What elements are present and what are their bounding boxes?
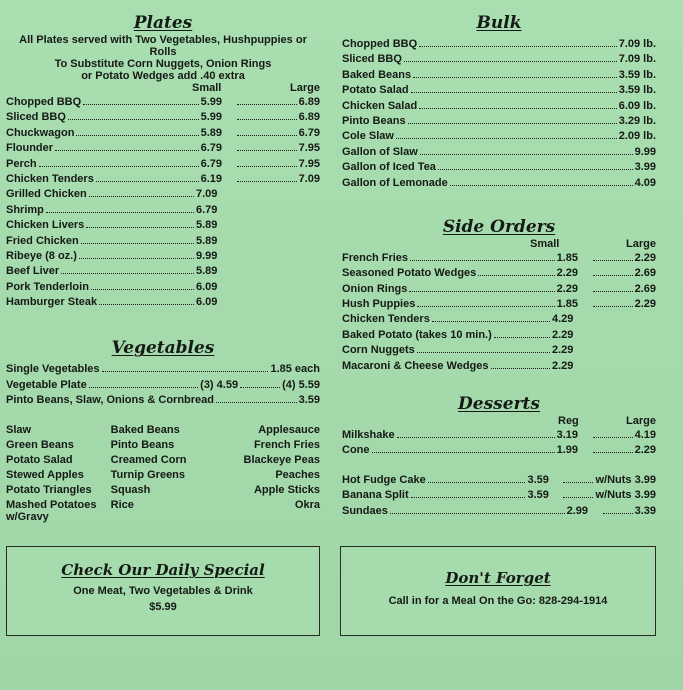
bulk-row-price: 3.29 lb. (618, 114, 656, 127)
plate-row (6, 158, 320, 173)
dot-leader (450, 177, 633, 186)
plate-row-large: 7.95 (298, 157, 320, 170)
bulk-row-name: Sliced BBQ (342, 53, 402, 66)
plate-row (6, 173, 320, 188)
left-column (6, 0, 320, 523)
plate-row-small: 5.99 (200, 96, 222, 108)
dessert-row-name: Cone (342, 444, 370, 457)
dot-leader (410, 252, 555, 261)
dot-leader (432, 313, 550, 322)
vegetable-item: Baked Beans (110, 423, 180, 436)
dot-leader (563, 489, 593, 498)
plates-small-header: Small (192, 82, 222, 94)
bulk-row-name: Baked Beans (342, 68, 412, 81)
dot-leader (491, 360, 550, 369)
plate-row-small: 6.09 (196, 280, 218, 293)
veg-plate-price-4: (4) 5.59 (282, 378, 320, 391)
vegetable-item: Peaches (275, 468, 320, 481)
dot-leader (216, 394, 297, 403)
dot-leader (79, 250, 194, 259)
dot-leader (237, 142, 297, 151)
dot-leader (237, 127, 297, 136)
dot-leader (413, 69, 617, 78)
dessert-row-reg: 3.19 (556, 429, 578, 442)
plate-row (6, 127, 320, 142)
plate-row-name: Chicken Tenders (6, 172, 94, 185)
dot-leader (61, 265, 194, 274)
plate-row (6, 265, 320, 280)
plate-row (6, 96, 320, 111)
side-orders-title: Side Orders (442, 216, 556, 237)
plate-row-name: Ribeye (8 oz.) (6, 249, 77, 262)
bulk-row (342, 146, 656, 161)
dot-leader (237, 111, 297, 120)
bulk-row (342, 177, 656, 192)
desserts-col-header (342, 415, 656, 429)
plate-row-name: Hamburger Steak (6, 296, 98, 309)
dessert-row (342, 429, 656, 444)
bulk-row-price: 4.09 (634, 176, 656, 189)
side-row-large: 2.69 (634, 267, 656, 280)
bulk-row-price: 7.09 lb. (618, 38, 656, 50)
sides-col-header (342, 238, 656, 252)
bulk-row-price: 3.99 (634, 161, 656, 174)
dessert-row (342, 489, 656, 504)
plate-row-name: Sliced BBQ (6, 111, 66, 124)
bulk-row-name: Pinto Beans (342, 114, 406, 127)
dot-leader (81, 235, 194, 244)
plate-row (6, 235, 320, 250)
dot-leader (237, 158, 297, 167)
sides-large-header: Large (626, 237, 656, 250)
dot-leader (397, 429, 555, 438)
dot-leader (91, 281, 194, 290)
side-row (342, 252, 656, 267)
vegetable-list (6, 424, 320, 523)
plate-row-small: 6.79 (200, 142, 222, 155)
single-veg-price: 1.85 each (270, 363, 320, 376)
dessert-row-reg: 2.99 (566, 504, 588, 517)
dessert-row-large: 3.39 (634, 504, 656, 517)
plates-col-header (6, 82, 320, 96)
plates-title: Plates (133, 13, 193, 33)
side-row-small: 4.29 (552, 313, 574, 326)
plate-row-small: 6.19 (200, 172, 222, 185)
daily-special-line: One Meat, Two Vegetables & Drink (73, 585, 253, 597)
pinto-combo-price: 3.59 (298, 394, 320, 407)
vegetable-item: Mashed Potatoes w/Gravy (6, 498, 97, 523)
dot-leader (55, 142, 199, 151)
bulk-row (342, 115, 656, 130)
dot-leader (76, 127, 198, 136)
plate-row-large: 7.09 (298, 172, 320, 185)
right-column (342, 0, 656, 520)
dot-leader (237, 173, 297, 182)
side-row (342, 298, 656, 313)
bulk-row-price: 3.59 lb. (618, 84, 656, 97)
side-row-name: Chicken Tenders (342, 313, 430, 326)
bulk-row-price: 7.09 lb. (618, 53, 656, 66)
plates-list (6, 96, 320, 311)
plate-row-large: 7.95 (298, 142, 320, 155)
side-row-small: 2.29 (552, 328, 574, 341)
desserts-large-header: Large (626, 415, 656, 428)
plate-row-small: 5.89 (200, 126, 222, 139)
vegetable-item: Blackeye Peas (243, 453, 320, 466)
bulk-row-name: Chicken Salad (342, 99, 418, 112)
dot-leader (83, 96, 198, 105)
dot-leader (494, 329, 550, 338)
sides-small-header: Small (530, 237, 560, 250)
vegetable-item: Rice (110, 498, 134, 511)
dessert-row-name: Milkshake (342, 429, 395, 442)
side-row-name: French Fries (342, 251, 409, 264)
plate-row (6, 188, 320, 203)
plate-row-large: 6.79 (298, 126, 320, 139)
plate-row-small: 5.89 (196, 234, 218, 247)
plate-row-small: 7.09 (196, 188, 218, 201)
dot-leader (237, 96, 297, 105)
side-row-small: 2.29 (556, 282, 578, 295)
plate-row (6, 281, 320, 296)
dot-leader (419, 38, 617, 47)
pinto-combo-name: Pinto Beans, Slaw, Onions & Cornbread (6, 394, 215, 407)
side-row-small: 1.85 (556, 298, 578, 311)
vegetable-item: Okra (294, 498, 320, 511)
dot-leader (102, 363, 269, 372)
dot-leader (593, 267, 633, 276)
dot-leader (593, 429, 633, 438)
desserts-list (342, 429, 656, 460)
veg-plate-row (6, 379, 320, 394)
dot-leader (419, 100, 617, 109)
dot-leader (593, 283, 633, 292)
dont-forget-line: Call in for a Meal On the Go: 828-294-1914 (388, 595, 608, 607)
side-row-large: 2.29 (634, 298, 656, 311)
dessert-row-reg: 1.99 (556, 444, 578, 457)
plate-row-name: Pork Tenderloin (6, 280, 89, 293)
vegetable-item: Creamed Corn (110, 453, 187, 466)
dessert-row (342, 505, 656, 520)
plate-row-name: Shrimp (6, 203, 44, 216)
plate-row-small: 6.79 (196, 203, 218, 216)
dot-leader (89, 188, 194, 197)
single-veg-row (6, 363, 320, 378)
dessert-row-name: Sundaes (342, 504, 388, 517)
vegetable-item: Turnip Greens (110, 468, 186, 481)
dot-leader (96, 173, 199, 182)
plate-row-large: 6.89 (298, 96, 320, 108)
dot-leader (563, 474, 593, 483)
plate-row-small: 5.89 (196, 219, 218, 232)
daily-special-price: $5.99 (149, 601, 177, 613)
dot-leader (404, 53, 617, 62)
dessert-row (342, 444, 656, 459)
desserts-reg-header: Reg (558, 415, 579, 428)
dessert-row-name: Hot Fudge Cake (342, 473, 426, 486)
plate-row (6, 296, 320, 311)
side-row (342, 344, 656, 359)
plate-row-large: 6.89 (298, 111, 320, 124)
vegetable-item: Potato Salad (6, 453, 73, 466)
bulk-row-price: 6.09 lb. (618, 99, 656, 112)
side-row (342, 360, 656, 375)
bulk-row (342, 69, 656, 84)
dot-leader (68, 111, 199, 120)
plate-row-name: Grilled Chicken (6, 188, 87, 201)
dot-leader (478, 267, 554, 276)
dot-leader (428, 474, 526, 483)
vegetable-item: Potato Triangles (6, 483, 92, 496)
plate-row (6, 142, 320, 157)
dessert-row-reg: 3.59 (527, 473, 549, 486)
dot-leader (408, 115, 617, 124)
bulk-row-name: Potato Salad (342, 84, 409, 97)
plate-row-name: Beef Liver (6, 265, 60, 278)
vegetable-item: Apple Sticks (253, 483, 320, 496)
plate-row-small: 6.09 (196, 296, 218, 309)
dessert-row-large: w/Nuts 3.99 (595, 473, 656, 486)
dot-leader (86, 219, 194, 228)
dessert-row-large: w/Nuts 3.99 (595, 489, 656, 502)
side-row (342, 283, 656, 298)
plate-row-name: Flounder (6, 142, 54, 155)
bulk-row (342, 130, 656, 145)
dessert-row-large: 2.29 (634, 444, 656, 457)
plate-row-name: Fried Chicken (6, 234, 79, 247)
vegetable-item: Pinto Beans (110, 438, 175, 451)
dot-leader (396, 130, 617, 139)
plate-row-small: 5.99 (200, 111, 222, 124)
plate-row-name: Chuckwagon (6, 126, 75, 139)
plate-row-name: Perch (6, 157, 37, 170)
dot-leader (240, 379, 280, 388)
side-row-large: 2.29 (634, 251, 656, 264)
bulk-row-name: Gallon of Iced Tea (342, 161, 436, 174)
side-row-small: 2.29 (552, 344, 574, 357)
dot-leader (593, 444, 633, 453)
plate-row (6, 250, 320, 265)
side-row-small: 2.29 (556, 267, 578, 280)
bulk-row-price: 3.59 lb. (618, 68, 656, 81)
side-row (342, 313, 656, 328)
dot-leader (420, 146, 633, 155)
bulk-row (342, 100, 656, 115)
dessert-row-reg: 3.59 (527, 489, 549, 502)
plate-row (6, 219, 320, 234)
plates-note-3: or Potato Wedges add .40 extra (81, 70, 245, 82)
vegetable-item: Slaw (6, 423, 32, 436)
dont-forget-box (340, 546, 656, 636)
plates-large-header: Large (290, 82, 320, 94)
plate-row-small: 6.79 (200, 157, 222, 170)
dot-leader (89, 379, 198, 388)
side-row-small: 1.85 (556, 251, 578, 264)
side-row (342, 329, 656, 344)
side-row-name: Hush Puppies (342, 298, 416, 311)
daily-special-box (6, 546, 320, 636)
dot-leader (417, 298, 554, 307)
daily-special-title: Check Our Daily Special (61, 561, 265, 579)
bulk-row (342, 84, 656, 99)
side-row-name: Baked Potato (takes 10 min.) (342, 328, 492, 341)
vegetable-item: French Fries (253, 438, 320, 451)
plates-note-1: All Plates served with Two Vegetables, Hushpuppies or Rolls (19, 34, 307, 58)
desserts-list-2 (342, 474, 656, 520)
side-row-large: 2.69 (634, 282, 656, 295)
side-row-name: Corn Nuggets (342, 344, 415, 357)
plate-row-small: 5.89 (196, 265, 218, 278)
dot-leader (411, 489, 526, 498)
dessert-row (342, 474, 656, 489)
veg-plate-name: Vegetable Plate (6, 378, 87, 391)
bulk-row-price: 9.99 (634, 145, 656, 158)
bulk-list (342, 38, 656, 192)
side-row-name: Macaroni & Cheese Wedges (342, 359, 489, 372)
dot-leader (390, 505, 565, 514)
vegetable-item: Squash (110, 483, 151, 496)
bulk-row-name: Gallon of Slaw (342, 145, 418, 158)
single-veg-name: Single Vegetables (6, 363, 100, 376)
dot-leader (438, 161, 633, 170)
bulk-row (342, 161, 656, 176)
dot-leader (409, 283, 554, 292)
pinto-combo-row (6, 394, 320, 409)
plates-note-2: To Substitute Corn Nuggets, Onion Rings (54, 58, 272, 70)
bulk-row-name: Chopped BBQ (342, 38, 418, 50)
bulk-row-name: Gallon of Lemonade (342, 176, 448, 189)
bulk-row (342, 38, 656, 53)
dot-leader (593, 252, 633, 261)
dessert-row-large: 4.19 (634, 429, 656, 442)
dot-leader (99, 296, 194, 305)
dot-leader (603, 505, 633, 514)
side-row (342, 267, 656, 282)
plate-row (6, 111, 320, 126)
bulk-title: Bulk (476, 13, 522, 33)
plate-row-small: 9.99 (196, 249, 218, 262)
vegetable-item: Applesauce (258, 423, 320, 436)
side-row-name: Onion Rings (342, 282, 408, 295)
dot-leader (372, 444, 555, 453)
bulk-row-price: 2.09 lb. (618, 130, 656, 143)
plate-row (6, 204, 320, 219)
vegetables-title: Vegetables (111, 338, 215, 359)
dot-leader (46, 204, 194, 213)
desserts-title: Desserts (458, 394, 540, 415)
veg-plate-price-3: (3) 4.59 (200, 378, 239, 391)
dot-leader (411, 84, 617, 93)
plate-row-name: Chopped BBQ (6, 96, 82, 108)
side-row-name: Seasoned Potato Wedges (342, 267, 477, 280)
vegetable-item: Green Beans (6, 438, 74, 451)
side-row-small: 2.29 (552, 359, 574, 372)
sides-list (342, 252, 656, 375)
bulk-row-name: Cole Slaw (342, 130, 394, 143)
dot-leader (39, 158, 199, 167)
vegetable-item: Stewed Apples (6, 468, 84, 481)
dot-leader (593, 298, 633, 307)
plate-row-name: Chicken Livers (6, 219, 85, 232)
dot-leader (417, 344, 550, 353)
dessert-row-name: Banana Split (342, 489, 409, 502)
dont-forget-title: Don't Forget (445, 569, 551, 587)
bulk-row (342, 53, 656, 68)
